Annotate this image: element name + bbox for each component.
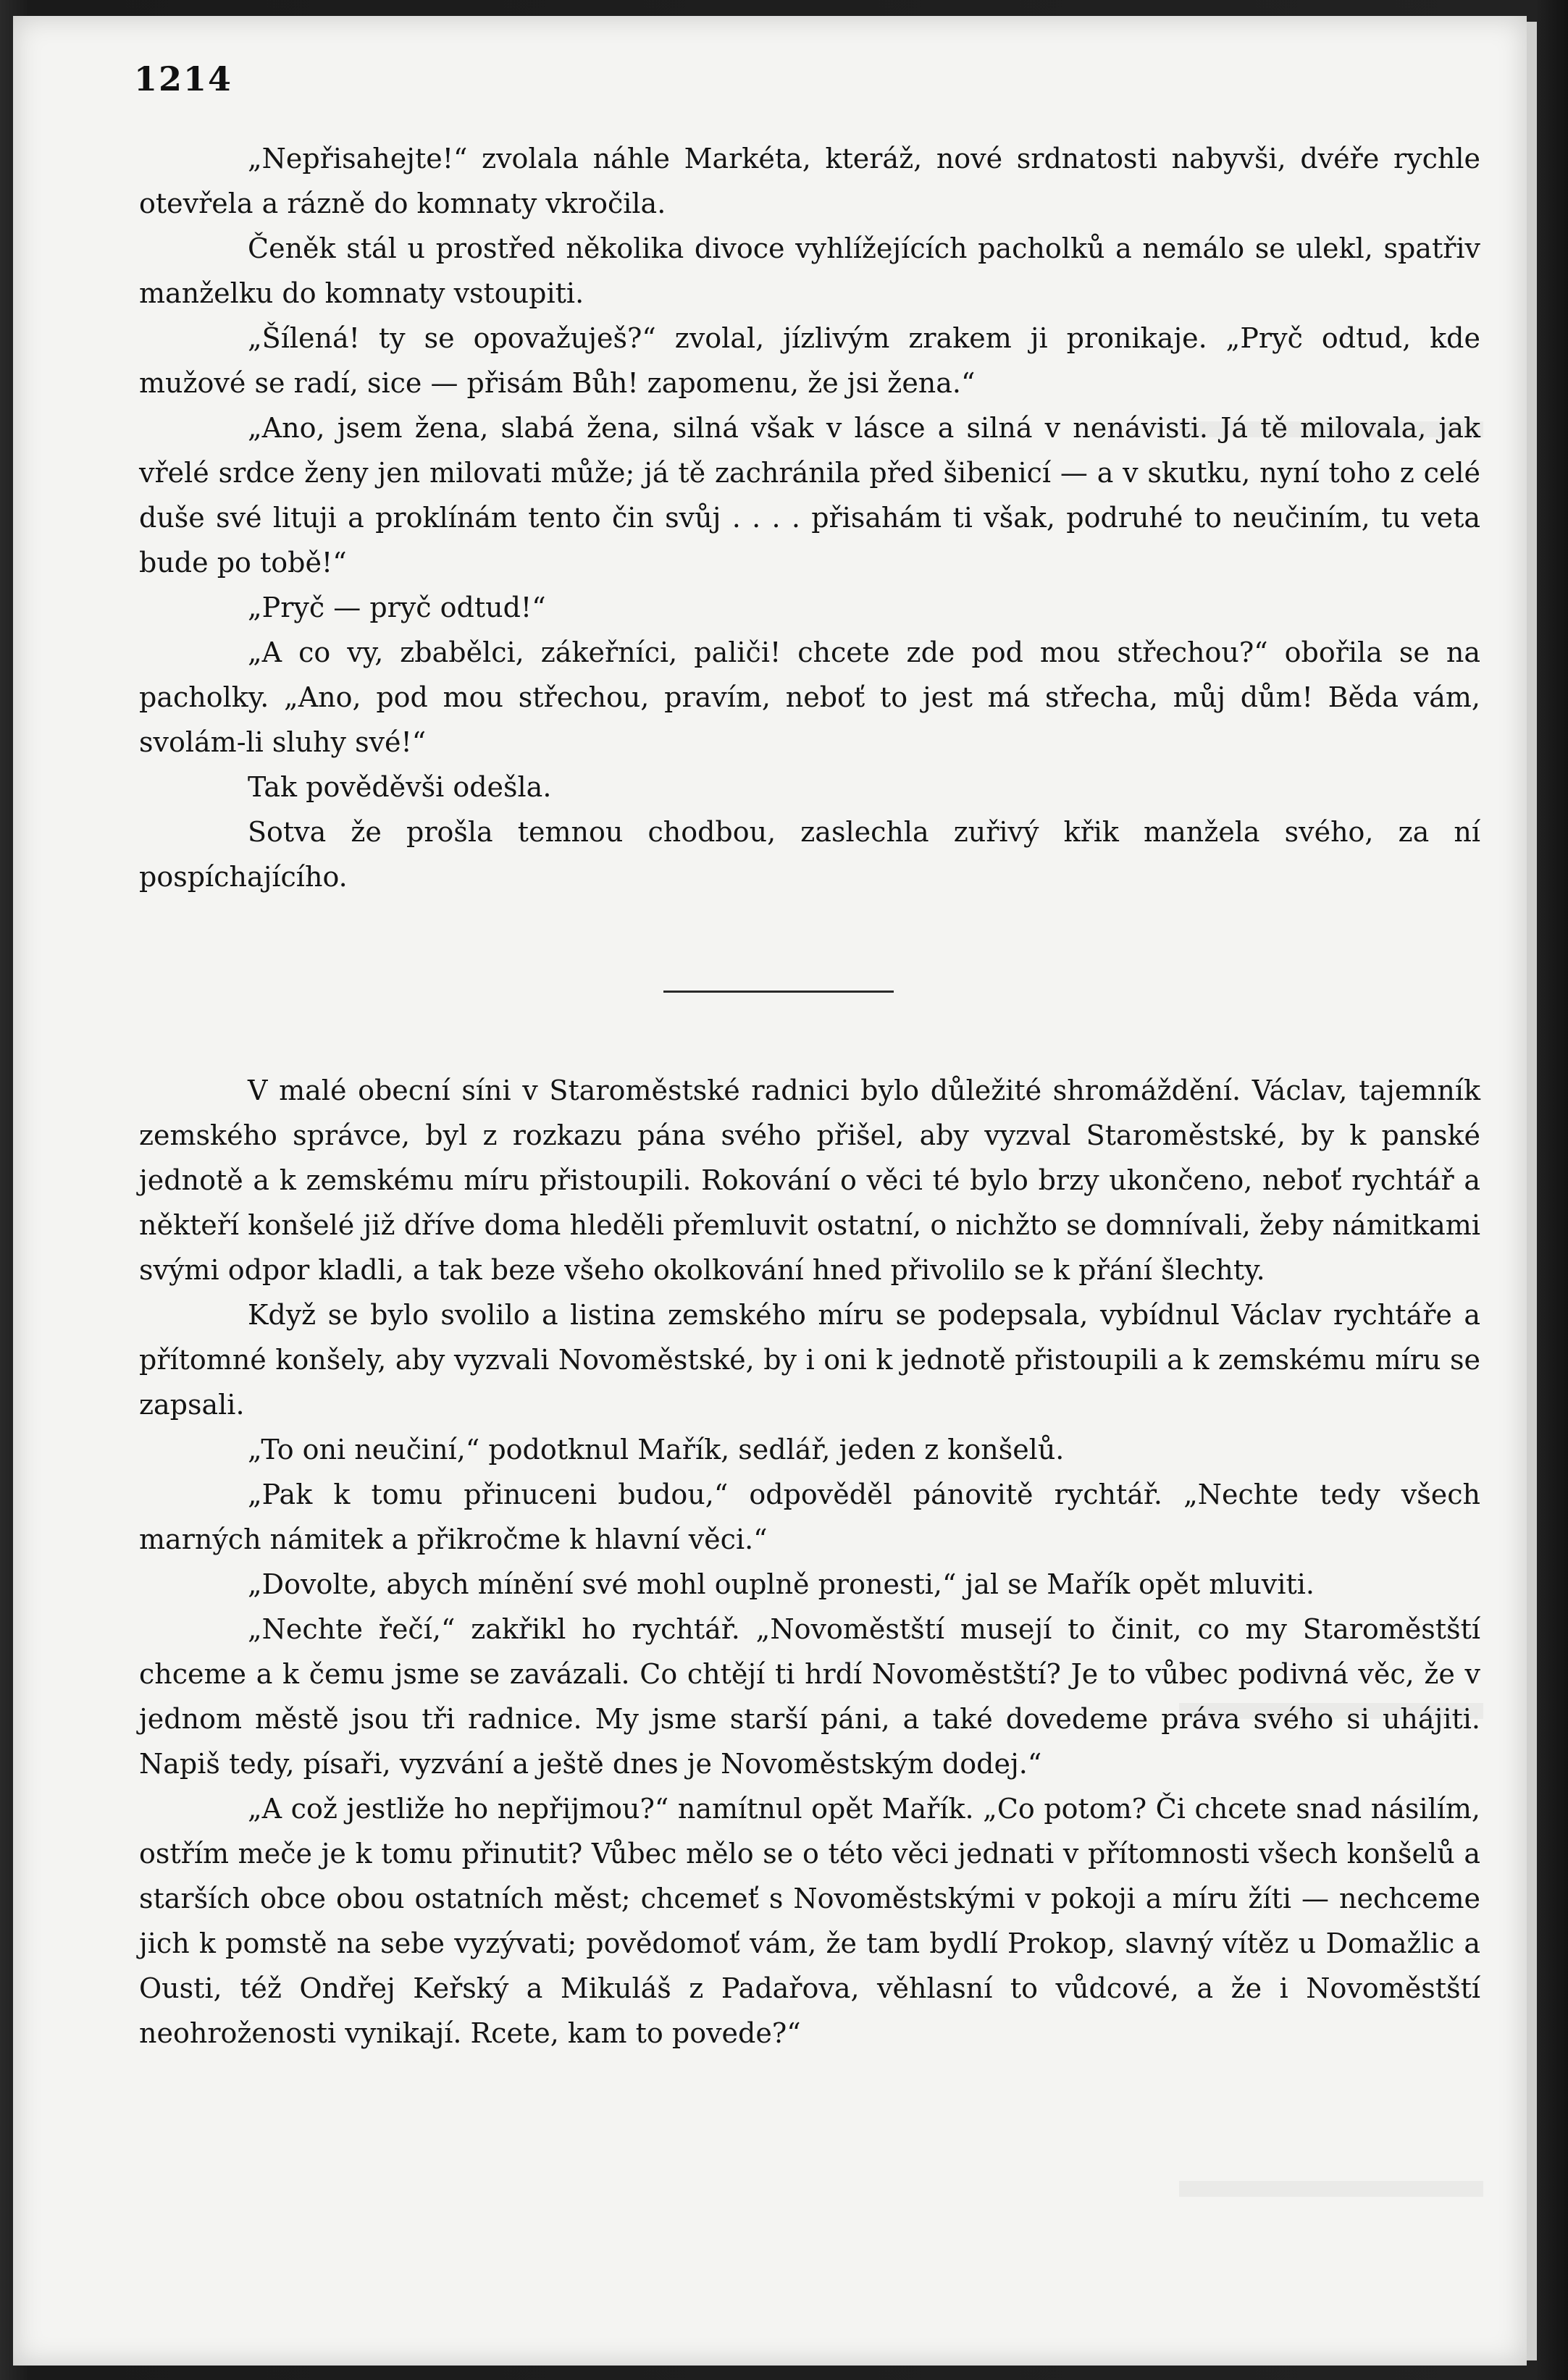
page-number: 1214 xyxy=(134,59,233,98)
text-section-1 xyxy=(139,136,1480,899)
page-edge xyxy=(1527,22,1537,2360)
paragraph: Tak pověděvši odešla. xyxy=(248,771,552,803)
paragraph: Sotva že prošla temnou chodbou, zaslechla zuřivý křik manžela svého, za ní pospíchajícího. xyxy=(139,816,1480,893)
paragraph: „Ano, jsem žena, slabá žena, silná však v lásce a silná v nenávisti. Já tě milovala, jak vřelé srdce ženy jen milovati může; já tě zachránila před šibenicí — a v skutku, nyní toho z celé duše své lituji a proklínám tento čin svůj . . . . přisahám ti však, podruhé to neučiním, tu veta bude po tobě!“ xyxy=(139,412,1480,579)
paragraph: Čeněk stál u prostřed několika divoce vyhlížejících pacholků a nemálo se ulekl, spatřiv manželku do komnaty vstoupiti. xyxy=(139,232,1480,309)
paragraph: V malé obecní síni v Staroměstské radnici bylo důležité shromáždění. Václav, tajemník zemského správce, byl z rozkazu pána svého přišel, aby vyzval Staroměstské, by k panské jednotě a k zemskému míru přistoupili. Rokování o věci té bylo brzy ukončeno, neboť rychtář a někteří konšelé již dříve doma hleděli přemluvit ostatní, o nichžto se domnívali, žeby námitkami svými odpor kladli, a tak beze všeho okolkování hned přivolilo se k přání šlechty. xyxy=(139,1075,1480,1286)
paragraph: „Dovolte, abych mínění své mohl ouplně pronesti,“ jal se Mařík opět mluviti. xyxy=(248,1568,1315,1600)
paragraph: „Nechte řečí,“ zakřikl ho rychtář. „Novoměstští musejí to činit, co my Staroměstští chceme a k čemu jsme se zavázali. Co chtějí ti hrdí Novoměstští? Je to vůbec podivná věc, že v jednom městě jsou tři radnice. My jsme starší páni, a také dovedeme práva svého si uhájiti. Napiš tedy, písaři, vyzvání a ještě dnes je Novoměstským dodej.“ xyxy=(139,1613,1480,1780)
paragraph: Když se bylo svolilo a listina zemského míru se podepsala, vybídnul Václav rychtáře a přítomné konšely, aby vyzvali Novoměstské, by i oni k jednotě přistoupili a k zemskému míru se zapsali. xyxy=(139,1299,1480,1421)
paragraph: „To oni neučiní,“ podotknul Mařík, sedlář, jeden z konšelů. xyxy=(248,1434,1065,1466)
show-through xyxy=(1179,2181,1483,2197)
paragraph: „Pak k tomu přinuceni budou,“ odpověděl pánovitě rychtář. „Nechte tedy všech marných námitek a přikročme k hlavní věci.“ xyxy=(139,1479,1480,1555)
paragraph: „A co vy, zbabělci, zákeřníci, paliči! chcete zde pod mou střechou?“ obořila se na pacholky. „Ano, pod mou střechou, pravím, neboť to jest má střecha, můj dům! Běda vám, svolám-li sluhy své!“ xyxy=(139,636,1480,758)
text-section-2 xyxy=(139,1068,1480,2056)
paragraph: „A což jestliže ho nepřijmou?“ namítnul opět Mařík. „Co potom? Či chcete snad násilím, ostřím meče je k tomu přinutit? Vůbec mělo se o této věci jednati v přítomnosti všech konšelů a starších obce obou ostatních měst; chcemeť s Novoměstskými v pokoji a míru žíti — nechceme jich k pomstě na sebe vyzývati; povědomoť vám, že tam bydlí Prokop, slavný vítěz u Domažlic a Ousti, též Ondřej Keřský a Mikuláš z Padařova, věhlasní to vůdcové, a že i Novoměstští neohroženosti vynikají. Rcete, kam to povede?“ xyxy=(139,1793,1480,2049)
paragraph: „Šílená! ty se opovažuješ?“ zvolal, jízlivým zrakem ji pronikaje. „Pryč odtud, kde mužové se radí, sice — přisám Bůh! zapomenu, že jsi žena.“ xyxy=(139,322,1480,399)
paragraph: „Pryč — pryč odtud!“ xyxy=(248,592,546,623)
section-divider xyxy=(663,991,894,993)
paragraph: „Nepřisahejte!“ zvolala náhle Markéta, kteráž, nové srdnatosti nabyvši, dvéře rychle otevřela a rázně do komnaty vkročila. xyxy=(139,143,1480,219)
